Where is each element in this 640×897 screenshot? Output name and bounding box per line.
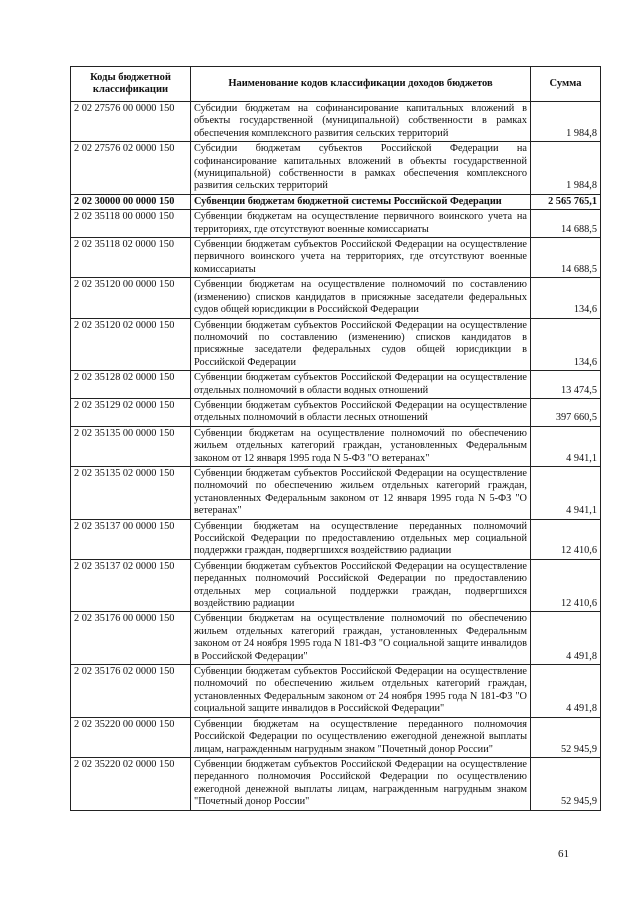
code-cell: 2 02 35120 00 0000 150 [71, 278, 191, 318]
header-sum: Сумма [531, 67, 601, 102]
code-cell: 2 02 35135 00 0000 150 [71, 426, 191, 466]
sum-cell: 14 688,5 [531, 210, 601, 238]
sum-cell: 134,6 [531, 278, 601, 318]
table-header-row [71, 67, 601, 102]
name-cell: Субвенции бюджетам на осуществление переданного полномочия Российской Федерации по осуществлению ежегодной денежной выплаты лицам, награжденным нагрудным знаком "Почетный донор России" [191, 717, 531, 757]
table-row [71, 238, 601, 278]
code-cell: 2 02 35128 02 0000 150 [71, 371, 191, 399]
table-row [71, 102, 601, 142]
code-cell: 2 02 35137 00 0000 150 [71, 519, 191, 559]
code-cell: 2 02 35135 02 0000 150 [71, 466, 191, 519]
code-cell: 2 02 35120 02 0000 150 [71, 318, 191, 371]
table-row [71, 466, 601, 519]
sum-cell: 13 474,5 [531, 371, 601, 399]
name-cell: Субсидии бюджетам на софинансирование капитальных вложений в объекты государственной (муниципальной) собственности в рамках обеспечения комплексного развития сельских территорий [191, 102, 531, 142]
name-cell: Субвенции бюджетам на осуществление переданных полномочий Российской Федерации по предоставлению отдельных мер социальной поддержки граждан, подвергшихся воздействию радиации [191, 519, 531, 559]
sum-cell: 4 941,1 [531, 466, 601, 519]
table-row [71, 398, 601, 426]
table-row [71, 278, 601, 318]
table-body [71, 102, 601, 811]
sum-cell: 4 491,8 [531, 612, 601, 665]
code-cell: 2 02 35118 02 0000 150 [71, 238, 191, 278]
table-row [71, 426, 601, 466]
code-cell: 2 02 35220 02 0000 150 [71, 757, 191, 810]
code-cell: 2 02 27576 02 0000 150 [71, 142, 191, 195]
name-cell: Субвенции бюджетам субъектов Российской Федерации на осуществление первичного воинского учета на территориях, где отсутствуют военные комиссариаты [191, 238, 531, 278]
code-cell: 2 02 35137 02 0000 150 [71, 559, 191, 612]
name-cell: Субвенции бюджетам на осуществление полномочий по обеспечению жильем отдельных категорий граждан, установленных Федеральным законом от 24 ноября 1995 года N 181-ФЗ "О социальной защите инвалидов в Российской Федерации" [191, 612, 531, 665]
table-row [71, 194, 601, 209]
sum-cell: 12 410,6 [531, 559, 601, 612]
table-row [71, 612, 601, 665]
table-row [71, 665, 601, 718]
header-name: Наименование кодов классификации доходов бюджетов [191, 67, 531, 102]
sum-cell: 134,6 [531, 318, 601, 371]
table-row [71, 210, 601, 238]
sum-cell: 1 984,8 [531, 142, 601, 195]
name-cell: Субвенции бюджетам субъектов Российской Федерации на осуществление отдельных полномочий в области водных отношений [191, 371, 531, 399]
code-cell: 2 02 35129 02 0000 150 [71, 398, 191, 426]
name-cell: Субвенции бюджетам субъектов Российской Федерации на осуществление полномочий по обеспечению жильем отдельных категорий граждан, установленных Федеральным законом от 12 января 1995 года N 5-ФЗ "О ветеранах" [191, 466, 531, 519]
page-number: 61 [558, 848, 569, 860]
sum-cell: 4 941,1 [531, 426, 601, 466]
name-cell: Субвенции бюджетам на осуществление первичного воинского учета на территориях, где отсутствуют военные комиссариаты [191, 210, 531, 238]
sum-cell: 2 565 765,1 [531, 194, 601, 209]
code-cell: 2 02 35176 00 0000 150 [71, 612, 191, 665]
table-row [71, 142, 601, 195]
name-cell: Субвенции бюджетам бюджетной системы Российской Федерации [191, 194, 531, 209]
name-cell: Субвенции бюджетам субъектов Российской Федерации на осуществление полномочий по обеспечению жильем отдельных категорий граждан, установленных Федеральным законом от 24 ноября 1995 года N 181-ФЗ "О социальной защите инвалидов в Российской Федерации" [191, 665, 531, 718]
sum-cell: 52 945,9 [531, 717, 601, 757]
table-row [71, 318, 601, 371]
table-row [71, 559, 601, 612]
code-cell: 2 02 35176 02 0000 150 [71, 665, 191, 718]
sum-cell: 52 945,9 [531, 757, 601, 810]
name-cell: Субвенции бюджетам субъектов Российской Федерации на осуществление переданного полномочия Российской Федерации по осуществлению ежегодной денежной выплаты лицам, награжденным нагрудным знаком "Почетный донор России" [191, 757, 531, 810]
sum-cell: 1 984,8 [531, 102, 601, 142]
table-row [71, 757, 601, 810]
code-cell: 2 02 35118 00 0000 150 [71, 210, 191, 238]
table-row [71, 519, 601, 559]
sum-cell: 14 688,5 [531, 238, 601, 278]
code-cell: 2 02 27576 00 0000 150 [71, 102, 191, 142]
code-cell: 2 02 30000 00 0000 150 [71, 194, 191, 209]
name-cell: Субсидии бюджетам субъектов Российской Федерации на софинансирование капитальных вложений в объекты государственной (муниципальной) собственности в рамках обеспечения комплексного развития сельских территорий [191, 142, 531, 195]
sum-cell: 397 660,5 [531, 398, 601, 426]
name-cell: Субвенции бюджетам на осуществление полномочий по обеспечению жильем отдельных категорий граждан, установленных Федеральным законом от 12 января 1995 года N 5-ФЗ "О ветеранах" [191, 426, 531, 466]
code-cell: 2 02 35220 00 0000 150 [71, 717, 191, 757]
header-code: Коды бюджетной классификации [71, 67, 191, 102]
name-cell: Субвенции бюджетам субъектов Российской Федерации на осуществление переданных полномочий Российской Федерации по предоставлению отдельных мер социальной поддержки граждан, подвергшихся воздействию радиации [191, 559, 531, 612]
document-sheet [70, 66, 600, 811]
name-cell: Субвенции бюджетам субъектов Российской Федерации на осуществление отдельных полномочий в области лесных отношений [191, 398, 531, 426]
sum-cell: 12 410,6 [531, 519, 601, 559]
name-cell: Субвенции бюджетам на осуществление полномочий по составлению (изменению) списков кандидатов в присяжные заседатели федеральных судов общей юрисдикции в Российской Федерации [191, 278, 531, 318]
name-cell: Субвенции бюджетам субъектов Российской Федерации на осуществление полномочий по составлению (изменению) списков кандидатов в присяжные заседатели федеральных судов общей юрисдикции в Российской Федерации [191, 318, 531, 371]
table-row [71, 717, 601, 757]
budget-classification-table [70, 66, 601, 811]
sum-cell: 4 491,8 [531, 665, 601, 718]
table-row [71, 371, 601, 399]
